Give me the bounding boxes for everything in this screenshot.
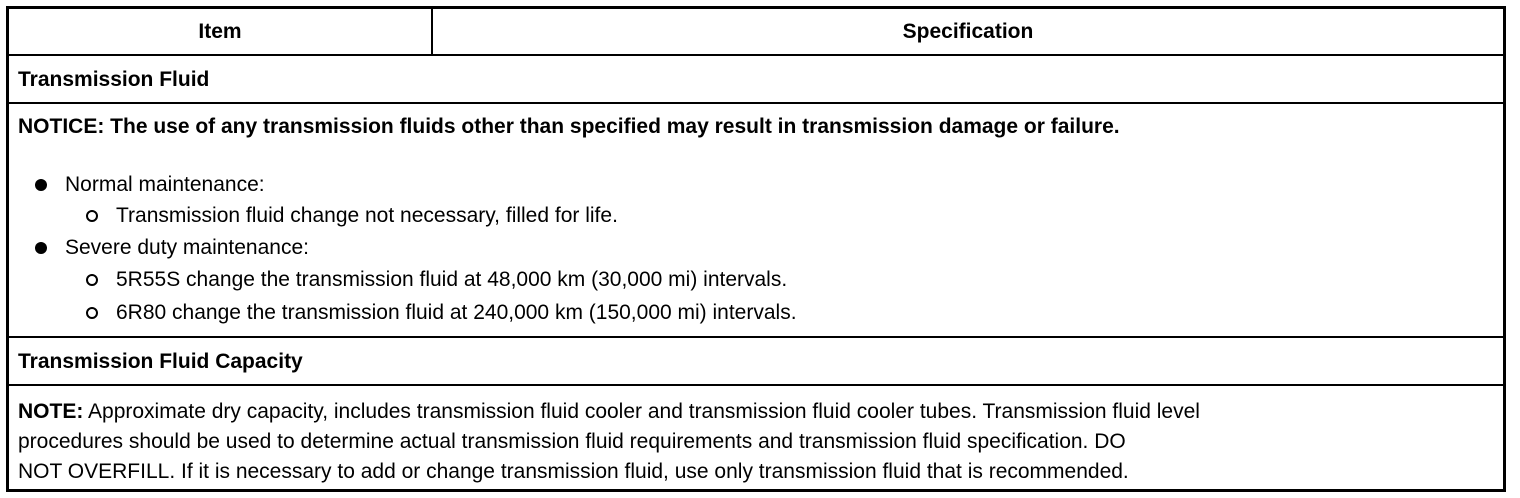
sub-bullet-icon <box>86 210 98 222</box>
header-item: Item <box>9 9 433 54</box>
sub-list-item: 6R80 change the transmission fluid at 240,000 km (150,000 mi) intervals. <box>116 301 797 324</box>
bullet-icon <box>35 242 47 254</box>
note-label: NOTE: <box>18 400 84 423</box>
note-line-2: procedures should be used to determine actual transmission fluid requirements and transmission fluid specification. DO <box>18 430 1126 453</box>
note-text <box>18 397 1489 487</box>
note-row <box>9 386 1503 489</box>
table-header-row <box>9 9 1503 56</box>
sub-list-item: Transmission fluid change not necessary, filled for life. <box>116 204 618 227</box>
note-line-1: Approximate dry capacity, includes transmission fluid cooler and transmission fluid cooler tubes. Transmission fluid level <box>83 400 1200 423</box>
note-line-3: NOT OVERFILL. If it is necessary to add or change transmission fluid, use only transmission fluid that is recommended. <box>18 460 1129 483</box>
notice-text: NOTICE: The use of any transmission fluids other than specified may result in transmission damage or failure. <box>18 115 1120 138</box>
header-specification: Specification <box>902 19 1034 43</box>
sub-list-item: 5R55S change the transmission fluid at 48,000 km (30,000 mi) intervals. <box>116 268 788 291</box>
sub-bullet-icon <box>86 307 98 319</box>
section-title: Transmission Fluid Capacity <box>18 350 303 373</box>
specification-table <box>6 6 1506 492</box>
section-row-transmission-fluid <box>9 56 1503 104</box>
section-title: Transmission Fluid <box>18 68 210 91</box>
list-item: Severe duty maintenance: <box>65 236 309 259</box>
notice-row <box>9 104 1503 338</box>
list-item: Normal maintenance: <box>65 173 265 196</box>
sub-bullet-icon <box>86 274 98 286</box>
bullet-icon <box>35 179 47 191</box>
section-row-transmission-fluid-capacity <box>9 338 1503 386</box>
